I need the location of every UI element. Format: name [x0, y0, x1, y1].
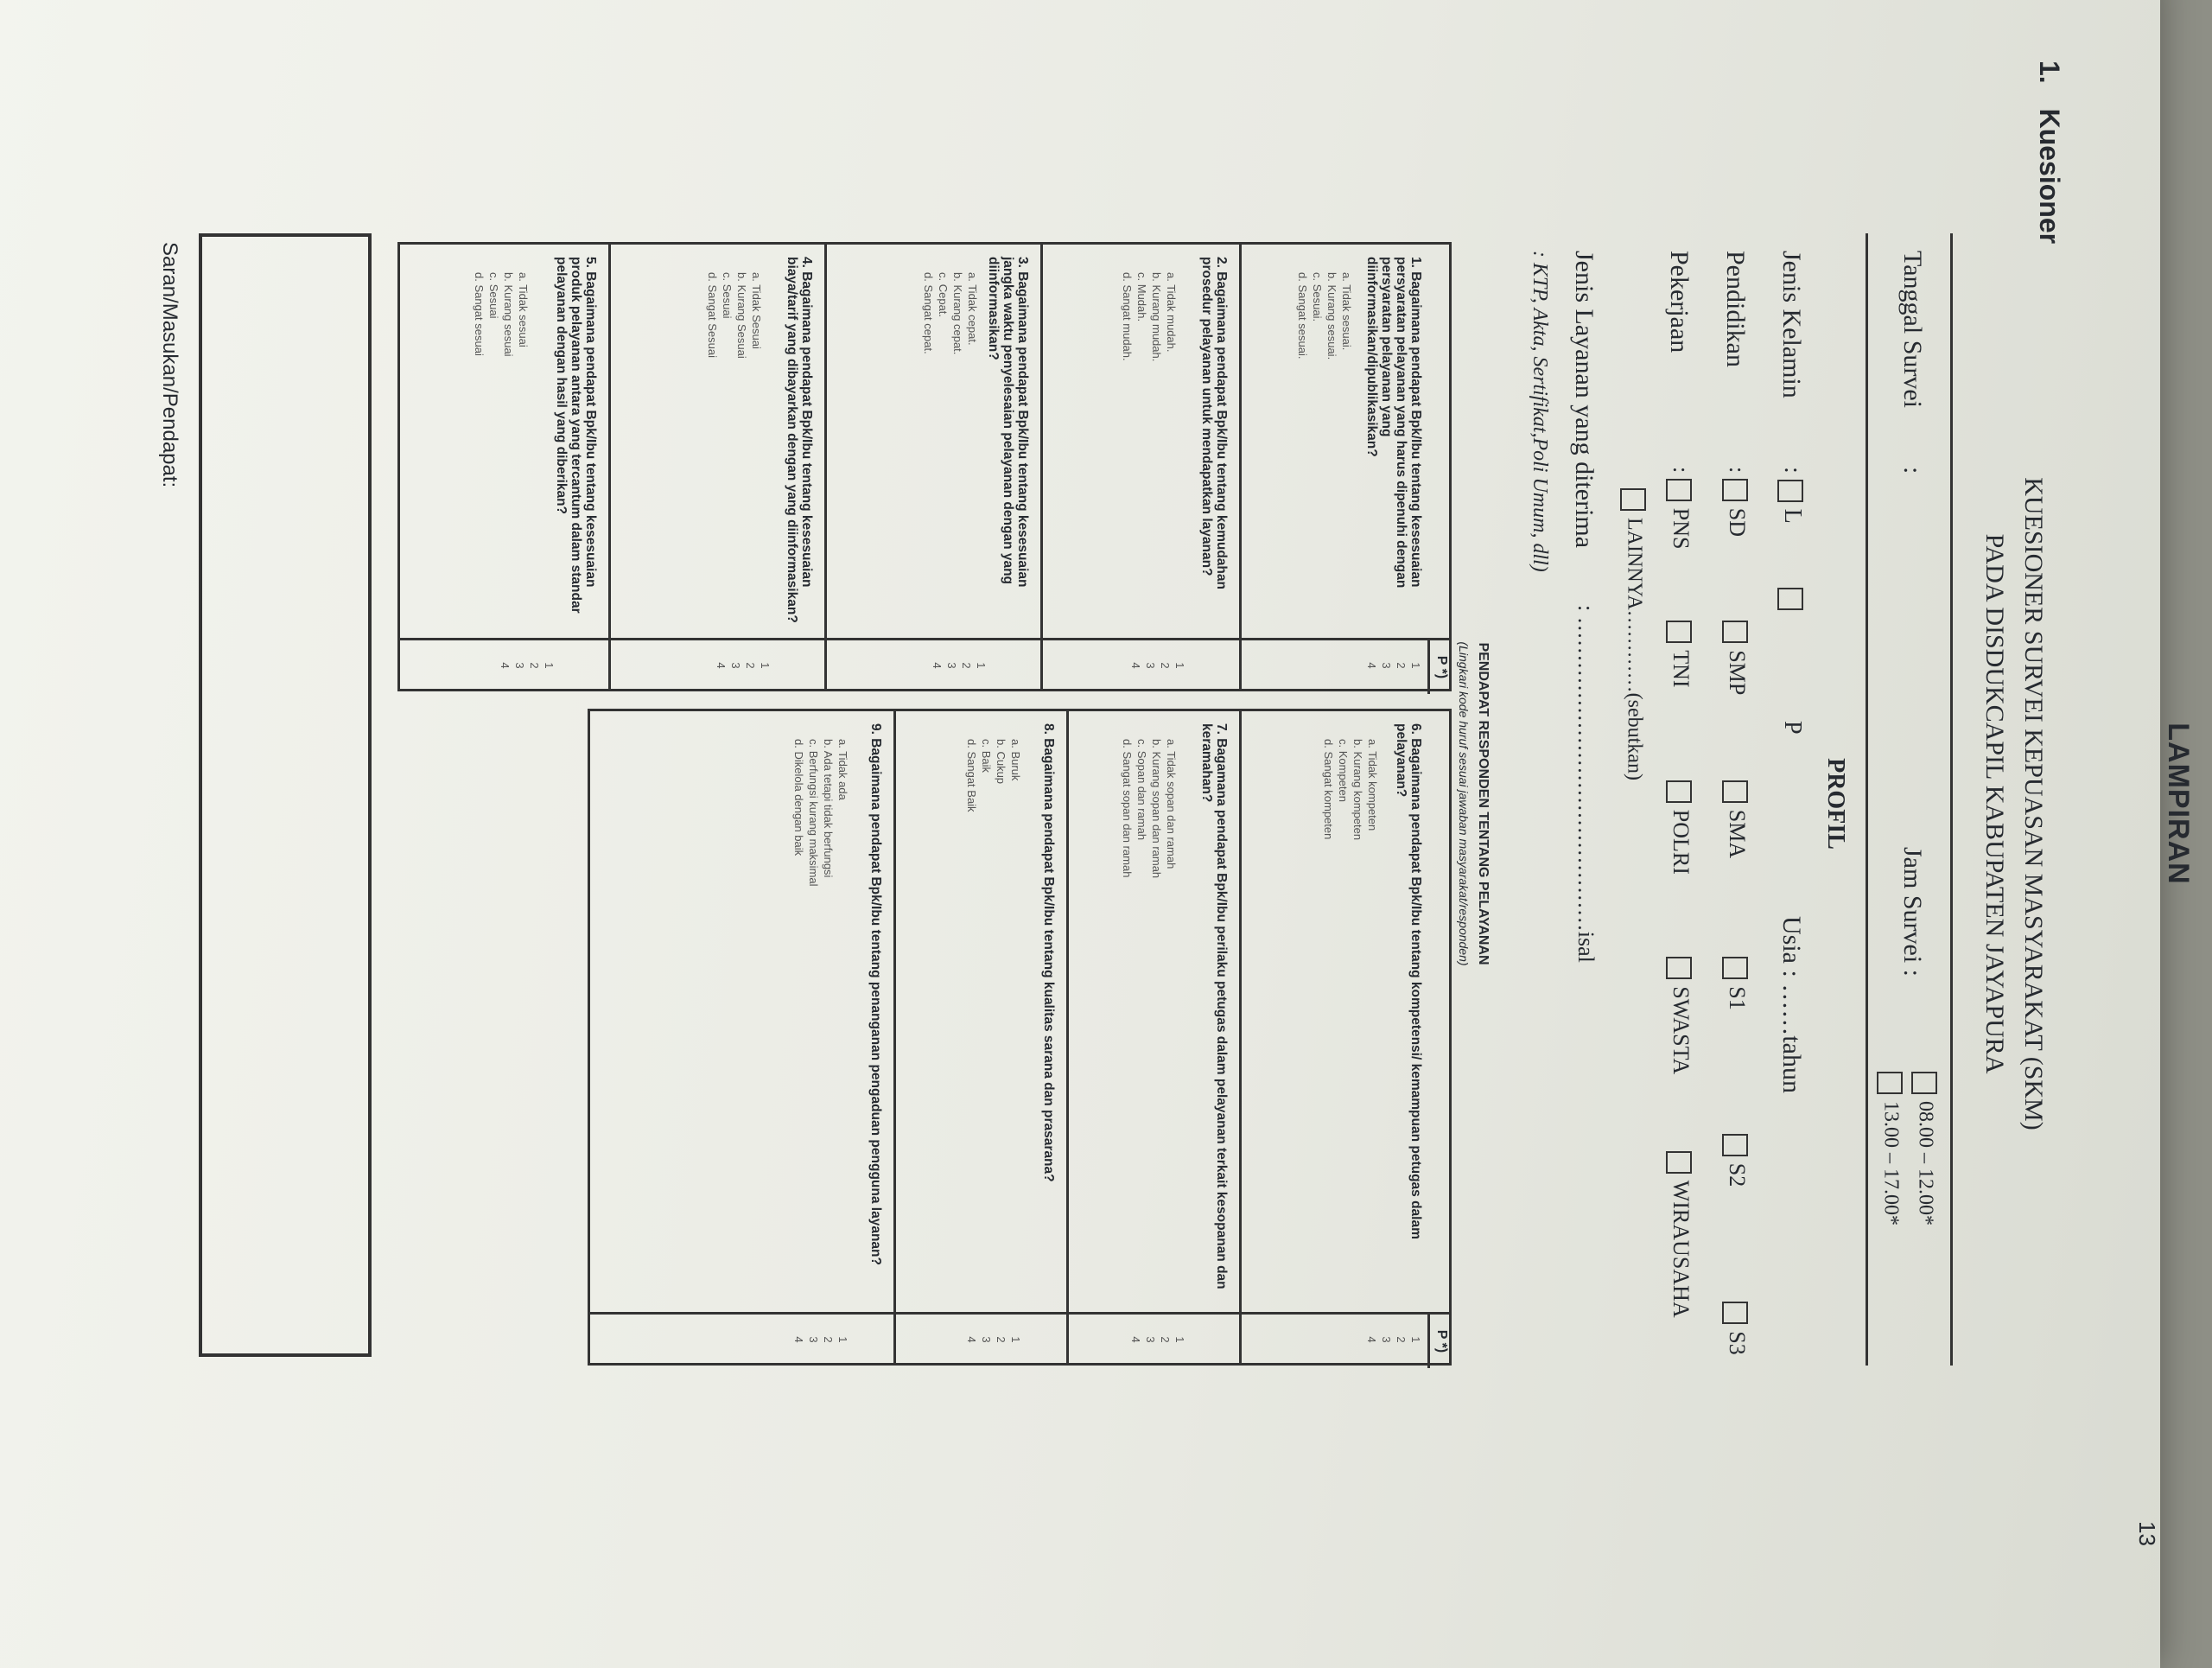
jam-opt-siang[interactable]: 13.00 – 17.00* — [1877, 1072, 1903, 1226]
answer-codes — [1364, 1331, 1423, 1348]
answer-option[interactable]: c. Mudah. — [1135, 272, 1148, 322]
checkbox[interactable] — [1666, 780, 1692, 803]
question-row — [1242, 711, 1449, 1363]
pendidikan-label: Pendidikan — [1721, 251, 1750, 367]
question-text: 1. Bagaimana pendapat Bpk/Ibu tentang kesesuaian persyaratan pelayanan yang harus dipenuhi dengan persyaratan pelayanan yang diinformasikan/dipublikasikan? — [1364, 257, 1423, 589]
answer-code[interactable]: 4 — [715, 662, 728, 669]
pendidikan-s1[interactable]: S1 — [1722, 957, 1750, 1104]
answer-option[interactable]: a. Tidak cepat. — [966, 272, 979, 346]
question-text: 6. Bagaimana pendapat Bpk/Ibu tentang kompetensi/ kemampuan petugas dalam pelayanan? — [1394, 723, 1423, 1239]
answer-options — [791, 739, 850, 887]
checkbox[interactable] — [1722, 621, 1748, 643]
answer-option[interactable]: b. Kurang Sesuai — [735, 272, 748, 359]
rule-top — [1950, 233, 1953, 1366]
answer-option[interactable]: b. Kurang sopan dan ramah — [1150, 739, 1163, 879]
jenis-layanan-field[interactable]: : ……………………………………isal — [1573, 605, 1599, 963]
answer-code[interactable]: 1 — [759, 662, 772, 669]
col-header-p: P *) — [1427, 638, 1449, 694]
answer-option[interactable]: d. Sangat mudah. — [1121, 272, 1134, 361]
answer-code[interactable]: 1 — [1409, 662, 1422, 669]
question-row — [608, 245, 827, 689]
answer-option[interactable]: a. Tidak Sesuai — [750, 272, 763, 349]
pendapat-subheading: (Lingkari kode huruf sesuai jawaban masyarakat/responden) — [1457, 641, 1471, 966]
pendidikan-sma[interactable]: SMA — [1722, 780, 1750, 927]
question-text: 5. Bagaimana pendapat Bpk/Ibu tentang kesesuaian produk pelayanan antara yang tercantum dalam standar pelayanan dengan hasil yang diberikan? — [554, 257, 598, 614]
answer-code[interactable]: 2 — [1395, 662, 1408, 669]
answer-options — [964, 739, 1023, 812]
answer-option[interactable]: a. Tidak sopan dan ramah — [1165, 739, 1178, 869]
answer-code[interactable]: 1 — [1173, 1336, 1186, 1343]
jk-l-option[interactable]: : L — [1779, 467, 1806, 524]
page-number: 13 — [2134, 1521, 2160, 1546]
question-text: 4. Bagaimana pendapat Bpk/Ibu tentang kesesuaian biaya/tarif yang dibayarkan dengan yang diinformasikan? — [785, 257, 814, 623]
question-row — [397, 245, 611, 689]
question-text: 3. Bagaimana pendapat Bpk/Ibu tentang kesesuaian jangka waktu penyelesaian pelayanan dengan yang diinformasikan? — [986, 257, 1030, 588]
pekerjaan-lainnya[interactable]: LAINNYA…………(sebutkan) — [1620, 488, 1646, 780]
checkbox[interactable] — [1722, 479, 1748, 501]
col-header-p: P *) — [1427, 1312, 1449, 1368]
answer-code[interactable]: 1 — [975, 662, 988, 669]
answer-option[interactable]: d. Sangat cepat. — [922, 272, 935, 354]
answer-codes — [1364, 657, 1423, 674]
pendidikan-s3[interactable]: S3 — [1722, 1302, 1750, 1354]
tanggal-survei-label: Tanggal Survei — [1898, 251, 1927, 409]
answer-option[interactable]: c. Sesuai — [487, 272, 500, 319]
answer-option[interactable]: c. Sesuai — [721, 272, 734, 319]
answer-option[interactable]: c. Sesuai. — [1311, 272, 1324, 322]
answer-codes — [791, 1331, 850, 1348]
answer-options — [1120, 739, 1179, 878]
answer-code[interactable]: 4 — [792, 1336, 805, 1343]
question-text: 2. Bagaimana pendapat Bpk/Ibu tentang kemudahan prosedur pelayanan untuk mendapatkan layanan? — [1199, 257, 1229, 589]
answer-codes — [498, 657, 556, 674]
survey-title-line1: KUESIONER SURVEI KEPUASAN MASYARAKAT (SKM) — [2019, 477, 2048, 1130]
pendidikan-sd[interactable]: SD — [1722, 479, 1750, 591]
section-title: Kuesioner — [2034, 108, 2065, 245]
answer-code[interactable]: 4 — [499, 662, 512, 669]
answer-code[interactable]: 1 — [1173, 662, 1186, 669]
answer-code[interactable]: 3 — [1380, 662, 1393, 669]
question-row — [1066, 711, 1242, 1363]
pendidikan-s2[interactable]: S2 — [1722, 1134, 1750, 1272]
question-text: 7. Bagamana pendapat Bpk/Ibu perilaku petugas dalam pelayanan terkait kesopanan dan keramahan? — [1199, 723, 1229, 1289]
question-row — [893, 711, 1069, 1363]
answer-options — [1295, 272, 1354, 360]
checkbox[interactable] — [1722, 957, 1748, 979]
question-row — [824, 245, 1043, 689]
pendidikan-smp[interactable]: SMP — [1722, 621, 1750, 750]
checkbox[interactable] — [1666, 1151, 1692, 1174]
checkbox[interactable] — [1911, 1072, 1937, 1094]
checkbox[interactable] — [1620, 488, 1646, 511]
answer-option[interactable]: b. Kurang sesuai. — [1325, 272, 1338, 360]
checkbox[interactable] — [1666, 621, 1692, 643]
pendapat-heading: PENDAPAT RESPONDEN TENTANG PELAYANAN — [1476, 642, 1491, 965]
pendidikan-options: : SD SMP SMA S1 S2 S3 — [1722, 467, 1750, 1379]
answer-options — [1120, 272, 1179, 361]
answer-options — [705, 272, 764, 359]
answer-option[interactable]: a. Tidak ada — [836, 739, 849, 800]
answer-option[interactable]: b. Kurang cepat. — [951, 272, 964, 355]
question-table-left — [397, 242, 1452, 691]
answer-option[interactable]: c. Cepat. — [937, 272, 950, 318]
answer-option[interactable]: a. Buruk — [1009, 739, 1022, 781]
answer-code[interactable]: 2 — [744, 662, 757, 669]
answer-option[interactable]: a. Tidak sesuai — [517, 272, 530, 347]
section-number: 1. — [2034, 60, 2065, 84]
question-row — [1242, 245, 1449, 689]
answer-code[interactable]: 3 — [513, 662, 526, 669]
answer-option[interactable]: d. Sangat sesuai. — [1296, 272, 1309, 360]
answer-code[interactable]: 3 — [729, 662, 742, 669]
answer-codes — [930, 657, 988, 674]
rule-bottom — [1866, 233, 1868, 1366]
answer-code[interactable]: 1 — [836, 1336, 849, 1343]
answer-code[interactable]: 3 — [1144, 662, 1157, 669]
answer-option[interactable]: d. Sangat Sesuai — [706, 272, 719, 359]
answer-option[interactable]: b. Cukup — [995, 739, 1007, 785]
checkbox[interactable] — [1777, 480, 1803, 502]
answer-option[interactable]: d. Dikelola dengan baik — [792, 739, 805, 856]
answer-code[interactable]: 3 — [945, 662, 958, 669]
checkbox[interactable] — [1666, 479, 1692, 501]
answer-code[interactable]: 1 — [543, 662, 556, 669]
pekerjaan-swasta[interactable]: SWASTA — [1666, 957, 1694, 1121]
answer-code[interactable]: 4 — [1129, 662, 1142, 669]
pekerjaan-tni[interactable]: TNI — [1666, 621, 1694, 750]
answer-option[interactable]: b. Ada tetapi tidak berfungsi — [822, 739, 835, 878]
answer-option[interactable]: b. Kurang kompeten — [1351, 739, 1364, 841]
page-title: LAMPIRAN — [2162, 723, 2195, 885]
jam-opt-pagi[interactable]: 08.00 – 12.00* — [1911, 1072, 1937, 1226]
jk-p-option[interactable]: P — [1777, 588, 1806, 735]
checkbox[interactable] — [1722, 780, 1748, 803]
checkbox[interactable] — [1722, 1302, 1748, 1324]
jenis-layanan-label: Jenis Layanan yang diterima — [1570, 251, 1599, 549]
answer-option[interactable]: d. Sangat kompeten — [1322, 739, 1335, 840]
answer-option[interactable]: c. Berfungsi kurang maksimal — [807, 739, 820, 887]
question-table-right — [588, 709, 1452, 1366]
answer-code[interactable]: 2 — [822, 1336, 835, 1343]
answer-option[interactable]: c. Baik — [980, 739, 993, 774]
answer-option[interactable]: c. Sopan dan ramah — [1135, 739, 1148, 841]
survey-title-line2: PADA DISDUKCAPIL KABUPATEN JAYAPURA — [1980, 533, 2009, 1074]
answer-code[interactable]: 1 — [1009, 1336, 1022, 1343]
jenis-kelamin-label: Jenis Kelamin — [1777, 251, 1806, 398]
answer-option[interactable]: a. Tidak kompeten — [1366, 739, 1379, 831]
answer-option[interactable]: c. Kompeten — [1337, 739, 1350, 802]
answer-code[interactable]: 4 — [1129, 1336, 1142, 1343]
jam-survei-label: Jam Survei : — [1898, 847, 1927, 977]
answer-codes — [1128, 1331, 1187, 1348]
saran-label: Saran/Masukan/Pendapat: — [158, 242, 181, 488]
usia-field[interactable]: Usia : ……tahun — [1777, 916, 1806, 1093]
saran-textbox[interactable] — [199, 233, 372, 1357]
answer-code[interactable]: 2 — [995, 1336, 1007, 1343]
answer-code[interactable]: 3 — [980, 1336, 993, 1343]
answer-code[interactable]: 4 — [965, 1336, 978, 1343]
profil-heading: PROFIL — [1822, 758, 1849, 850]
answer-options — [1321, 739, 1380, 840]
answer-option[interactable]: d. Sangat sesuai — [473, 272, 486, 356]
answer-code[interactable]: 2 — [960, 662, 973, 669]
pekerjaan-options: : PNS TNI POLRI SWASTA WIRAUSAHA — [1666, 467, 1694, 1342]
answer-code[interactable]: 4 — [1365, 1336, 1378, 1343]
answer-code[interactable]: 2 — [1159, 662, 1172, 669]
answer-option[interactable]: b. Kurang sesuai — [502, 272, 515, 357]
answer-option[interactable]: d. Sangat Baik — [965, 739, 978, 812]
checkbox[interactable] — [1666, 957, 1692, 979]
answer-options — [472, 272, 531, 357]
answer-codes — [964, 1331, 1023, 1348]
question-row — [588, 711, 896, 1363]
pekerjaan-pns[interactable]: PNS — [1666, 479, 1694, 591]
answer-code[interactable]: 4 — [1365, 662, 1378, 669]
answer-code[interactable]: 3 — [1144, 1336, 1157, 1343]
answer-code[interactable]: 3 — [1380, 1336, 1393, 1343]
pekerjaan-label: Pekerjaan — [1665, 251, 1694, 353]
answer-codes — [1128, 657, 1187, 674]
answer-code[interactable]: 2 — [528, 662, 541, 669]
answer-option[interactable]: a. Tidak sesuai. — [1340, 272, 1353, 351]
answer-codes — [714, 657, 772, 674]
checkbox[interactable] — [1877, 1072, 1903, 1094]
question-text: 9. Bagaimana pendapat Bpk/Ibu tentang penanganan pengaduan pengguna layanan? — [868, 723, 883, 1265]
checkbox[interactable] — [1722, 1134, 1748, 1156]
jenis-layanan-example: : KTP, Akta, Sertifikat,Poli Umum, dll) — [1529, 251, 1551, 572]
pekerjaan-polri[interactable]: POLRI — [1666, 780, 1694, 927]
question-text: 8. Bagaimana pendapat Bpk/Ibu tentang kualitas sarana dan prasarana? — [1041, 723, 1056, 1182]
checkbox[interactable] — [1777, 588, 1803, 610]
answer-code[interactable]: 3 — [807, 1336, 820, 1343]
answer-options — [921, 272, 980, 354]
answer-code[interactable]: 1 — [1409, 1336, 1422, 1343]
pekerjaan-wirausaha[interactable]: WIRAUSAHA — [1666, 1151, 1694, 1318]
tanggal-survei-colon: : — [1898, 467, 1927, 474]
answer-option[interactable]: d. Sangat sopan dan ramah — [1121, 739, 1134, 878]
answer-code[interactable]: 2 — [1395, 1336, 1408, 1343]
answer-option[interactable]: a. Tidak mudah. — [1165, 272, 1178, 353]
answer-option[interactable]: b. Kurang mudah. — [1150, 272, 1163, 362]
answer-code[interactable]: 2 — [1159, 1336, 1172, 1343]
answer-code[interactable]: 4 — [931, 662, 944, 669]
question-row — [1040, 245, 1242, 689]
